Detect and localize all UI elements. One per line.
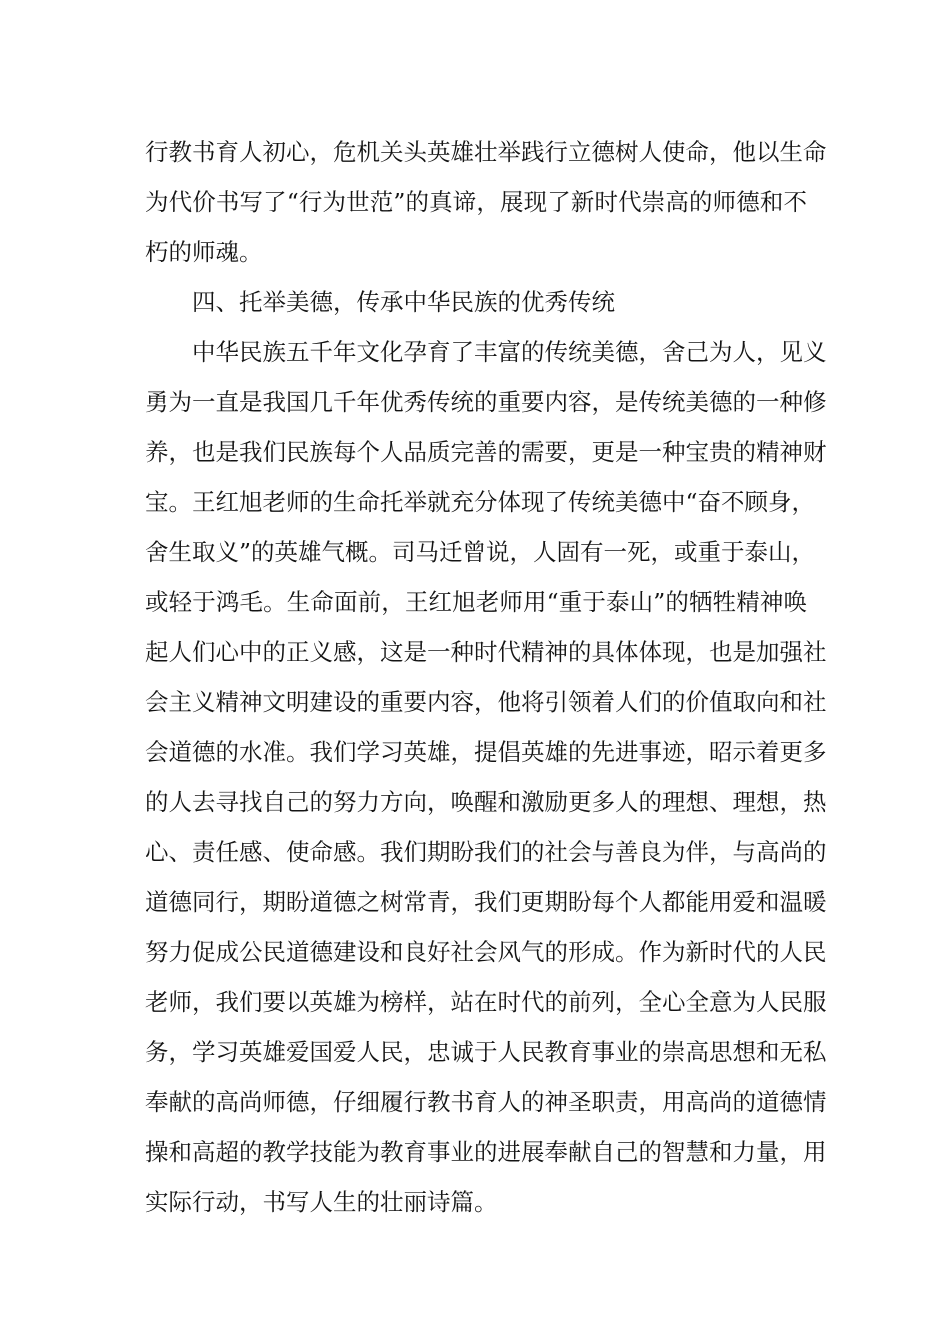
paragraph-line: 实际行动，书写人生的壮丽诗篇。 bbox=[145, 1188, 498, 1216]
paragraph-line: 起人们心中的正义感，这是一种时代精神的具体体现，也是加强社 bbox=[145, 638, 827, 666]
paragraph-line: 老师，我们要以英雄为榜样，站在时代的前列，全心全意为人民服 bbox=[145, 988, 827, 1016]
paragraph-line: 心、责任感、使命感。我们期盼我们的社会与善良为伴，与高尚的 bbox=[145, 838, 827, 866]
paragraph-line: 朽的师魂。 bbox=[145, 238, 263, 266]
paragraph-line: 为代价书写了“行为世范”的真谛，展现了新时代崇高的师德和不 bbox=[145, 188, 807, 216]
paragraph-line: 行教书育人初心，危机关头英雄壮举践行立德树人使命，他以生命 bbox=[145, 138, 827, 166]
paragraph-line: 勇为一直是我国几千年优秀传统的重要内容，是传统美德的一种修 bbox=[145, 388, 827, 416]
paragraph-line: 舍生取义”的英雄气概。司马迁曾说，人固有一死，或重于泰山， bbox=[145, 538, 816, 566]
paragraph-line: 努力促成公民道德建设和良好社会风气的形成。作为新时代的人民 bbox=[145, 938, 827, 966]
paragraph-line: 或轻于鸿毛。生命面前，王红旭老师用“重于泰山”的牺牲精神唤 bbox=[145, 588, 807, 616]
paragraph-line: 务，学习英雄爱国爱人民，忠诚于人民教育事业的崇高思想和无私 bbox=[145, 1038, 827, 1066]
section-heading: 四、托举美德，传承中华民族的优秀传统 bbox=[192, 288, 615, 316]
paragraph-line: 会主义精神文明建设的重要内容，他将引领着人们的价值取向和社 bbox=[145, 688, 827, 716]
paragraph-line: 中华民族五千年文化孕育了丰富的传统美德，舍己为人，见义 bbox=[192, 338, 827, 366]
paragraph-line: 操和高超的教学技能为教育事业的进展奉献自己的智慧和力量，用 bbox=[145, 1138, 827, 1166]
paragraph-line: 会道德的水准。我们学习英雄，提倡英雄的先进事迹，昭示着更多 bbox=[145, 738, 827, 766]
paragraph-line: 宝。王红旭老师的生命托举就充分体现了传统美德中“奋不顾身， bbox=[145, 488, 816, 516]
paragraph-line: 的人去寻找自己的努力方向，唤醒和激励更多人的理想、理想，热 bbox=[145, 788, 827, 816]
paragraph-line: 养，也是我们民族每个人品质完善的需要，更是一种宝贵的精神财 bbox=[145, 438, 827, 466]
paragraph-line: 道德同行，期盼道德之树常青，我们更期盼每个人都能用爱和温暖 bbox=[145, 888, 827, 916]
paragraph-line: 奉献的高尚师德，仔细履行教书育人的神圣职责，用高尚的道德情 bbox=[145, 1088, 827, 1116]
